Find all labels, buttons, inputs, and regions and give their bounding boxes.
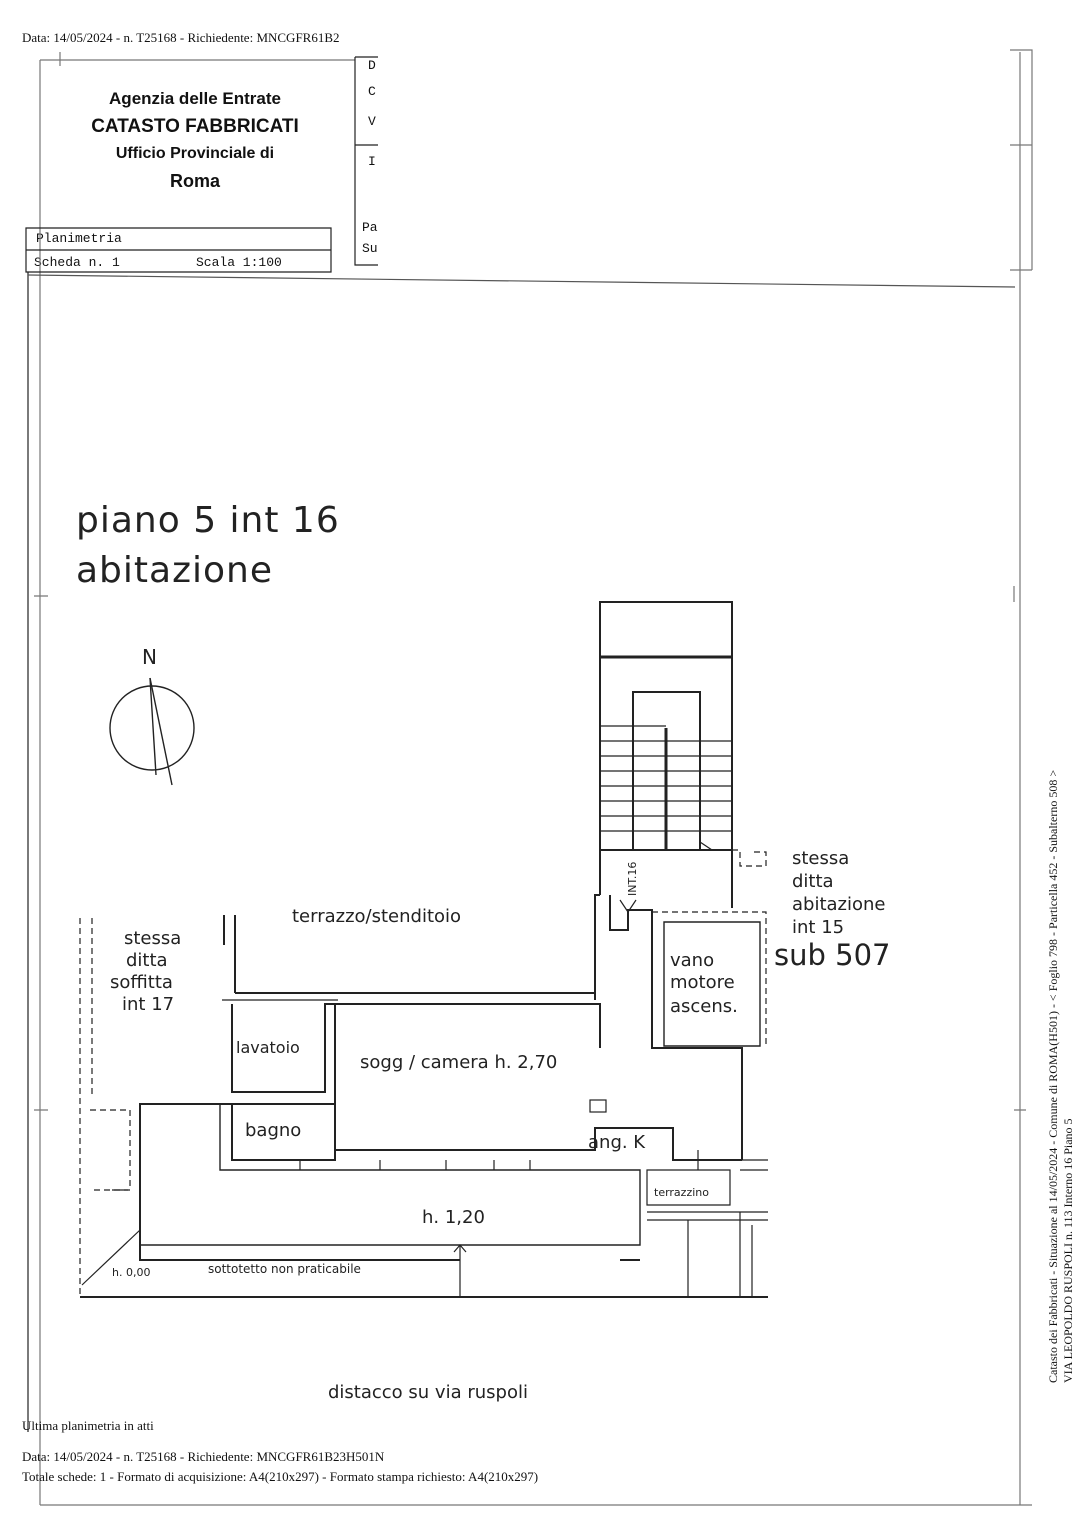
footer-totale-schede: Totale schede: 1 - Formato di acquisizione: A4(210x297) - Formato stampa richiesto: A4(210x297) [22,1469,539,1484]
label-soffitta: soffitta [110,972,173,993]
city-name: Roma [169,171,220,191]
label-stessa-right: stessa [792,848,850,869]
label-h120: h. 1,20 [422,1207,485,1228]
label-h000: h. 0,00 [112,1266,151,1279]
catasto-title: CATASTO FABBRICATI [91,116,299,137]
partial-letter: D [368,58,376,73]
label-terrazzo: terrazzo/stenditoio [292,906,462,927]
label-int17: int 17 [122,994,175,1015]
partial-letter: Su [362,241,378,256]
partial-letter: Pa [362,220,378,235]
plan-title-line1: piano 5 int 16 [76,500,340,541]
document-header-line: Data: 14/05/2024 - n. T25168 - Richiedente: MNCGFR61B2 [22,30,340,45]
footer-data-line: Data: 14/05/2024 - n. T25168 - Richiedente: MNCGFR61B23H501N [22,1449,385,1464]
label-vano: vano [670,950,715,971]
label-ditta-left: ditta [126,950,168,971]
label-ascens: ascens. [670,996,738,1017]
label-ditta-right: ditta [792,871,834,892]
side-line-1: Catasto dei Fabbricati - Situazione al 14/05/2024 - Comune di ROMA(H501) - < Foglio 798 - Particella 452 - Subalterno 508 > [1046,769,1060,1383]
label-motore: motore [670,972,735,993]
label-ang-k: ang. K [588,1132,646,1153]
label-int15: int 15 [792,917,845,938]
label-terrazzino: terrazzino [654,1186,709,1199]
label-bagno: bagno [245,1120,302,1141]
label-int16: INT.16 [626,861,639,896]
ultima-planimetria: Ultima planimetria in atti [22,1418,154,1433]
scheda-label: Scheda n. 1 [34,255,120,270]
agency-name: Agenzia delle Entrate [109,89,281,108]
label-stessa-left: stessa [124,928,182,949]
partial-letter: C [368,84,376,99]
north-arrow-icon [110,678,194,785]
label-distacco: distacco su via ruspoli [328,1382,528,1403]
label-sogg-camera: sogg / camera h. 2,70 [360,1052,558,1073]
plan-title-line2: abitazione [76,550,273,591]
redaction-area [378,28,1008,272]
planimetria-label: Planimetria [36,231,122,246]
scala-label: Scala 1:100 [196,255,282,270]
sub-number: sub 507 [774,938,891,972]
label-sottotetto: sottotetto non praticabile [208,1262,361,1276]
label-lavatoio: lavatoio [236,1038,300,1057]
side-line-2: VIA LEOPOLDO RUSPOLI n. 113 Interno 16 Piano 5 [1061,1118,1075,1383]
ufficio-label: Ufficio Provinciale di [115,145,275,162]
north-label: N [142,645,157,669]
partial-letter: I [368,154,376,169]
partial-letter: V [368,114,376,129]
side-cadastral-info [1046,663,1076,1383]
label-abitazione-right: abitazione [792,894,886,915]
